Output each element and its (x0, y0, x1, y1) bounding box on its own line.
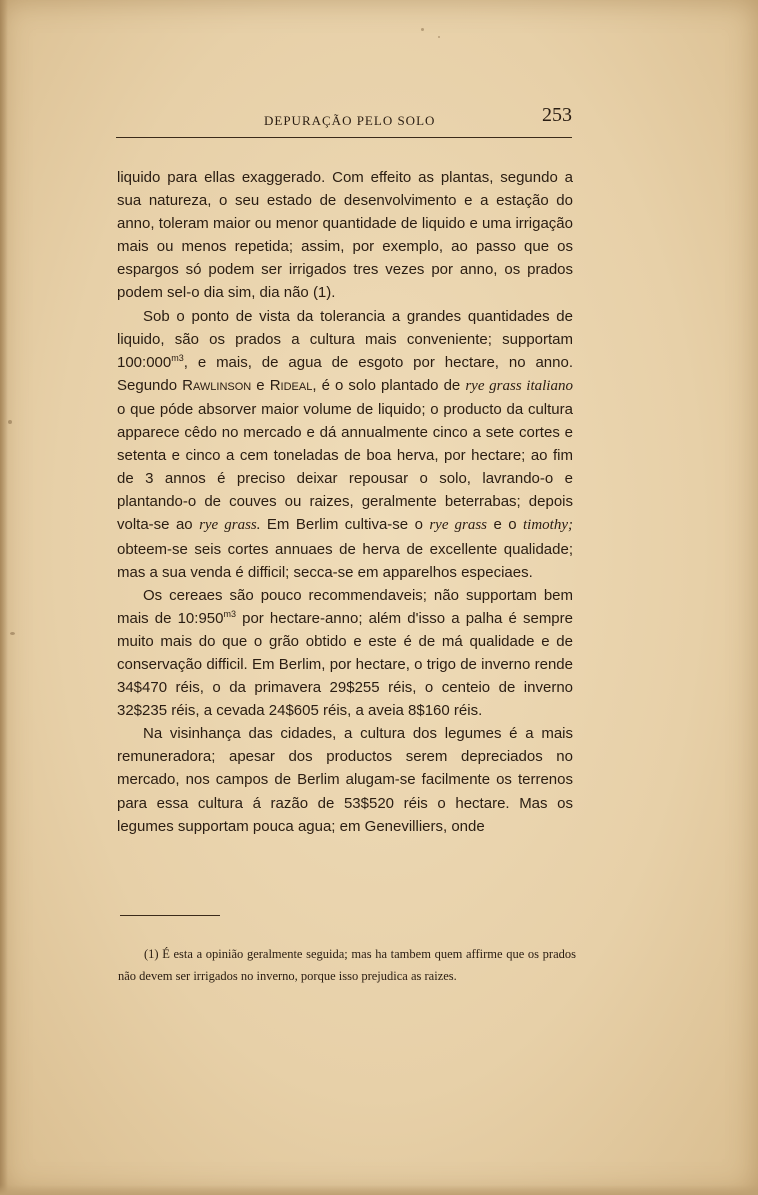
paragraph-1: liquido para ellas exaggerado. Com effeito as plantas, segundo a sua natureza, o seu estado de desenvolvimento e a estação do anno, toleram maior ou menor quantidade de liquido e uma irrigação mais ou menos repetida; assim, por exemplo, ao passo que os espargos só podem ser irrigados tres vezes por anno, os prados podem sel-o dia sim, dia não (1). (117, 169, 573, 302)
page-edge-shadow (0, 0, 8, 1195)
paragraph-3: Os cereaes são pouco recommendaveis; não supportam bem mais de $10:950^{m3}$ por hectare-anno; além d'isso a palha é sempre muito mais do que o grão obtido e este é de má qualidade e de conservação difficil. Em Berlim, por hectare, o trigo de inverno rende 34$470 réis, o da primavera 29$255 réis, o centeio de inverno 32$235 réis, a cevada 24$605 réis, a aveia 8$160 réis. (117, 586, 573, 720)
superscript-m3: m3 (223, 608, 236, 619)
ink-speck (10, 632, 15, 635)
page-bottom-shadow (0, 1185, 758, 1195)
italic-term: timothy; (523, 517, 573, 534)
body-text (117, 166, 573, 838)
header-rule (116, 137, 572, 138)
page-header (116, 104, 572, 138)
author-name: Rideal (269, 376, 313, 394)
page-number: 253 (542, 104, 572, 126)
footnote: (1) É esta a opinião geralmente seguida; mas ha tambem quem affirme que os prados não devem ser irrigados no inverno, porque isso prejudica as raizes. (118, 947, 576, 983)
italic-term: rye grass italiano (465, 377, 573, 394)
footnote-rule (120, 915, 220, 916)
paragraph-4: Na visinhança das cidades, a cultura dos legumes é a mais remuneradora; apesar dos productos serem depreciados no mercado, nos campos de Berlim alugam-se facilmente os terrenos para essa cultura á razão de 53$520 réis o hectare. Mas os legumes supportam pouca agua; em Genevilliers, onde (117, 725, 573, 835)
superscript-m3: m3 (171, 352, 184, 363)
paragraph-2: Sob o ponto de vista da tolerancia a grandes quantidades de liquido, são os prados a cultura mais conveniente; supportam $100:000^{m3}$, e mais, de agua de esgoto por hectare, no anno. Segundo Rawlinson e Rideal, é o solo plantado de rye grass italiano o que póde absorver maior volume de liquido; o producto da cultura apparece cêdo no mercado e dá annualmente cinco a sete cortes e setenta e cinco a cem toneladas de boa herva, por hectare; ao fim de 3 annos é preciso deixar repousar o solo, lavrando-o e plantando-o de couves ou raizes, geralmente beterrabas; depois volta-se ao rye grass. Em Berlim cultiva-se o rye grass e o timothy; obteem-se seis cortes annuaes de herva de excellente qualidade; mas a sua venda é difficil; secca-se em apparelhos especiaes. (117, 307, 573, 581)
italic-term: rye grass. (199, 517, 261, 534)
running-title: DEPURAÇÃO PELO SOLO (264, 113, 436, 128)
italic-term: rye grass (429, 517, 488, 534)
ink-speck (438, 36, 440, 38)
author-name: Rawlinson (182, 376, 252, 394)
ink-speck (8, 420, 12, 424)
ink-speck (421, 28, 424, 31)
